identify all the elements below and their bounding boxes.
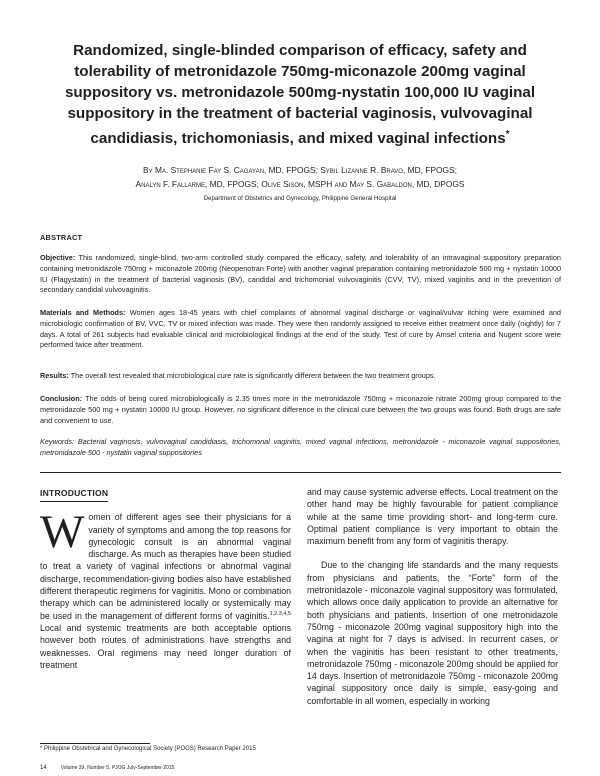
right-column — [307, 486, 558, 707]
abstract-objective — [40, 253, 561, 296]
author-line-2: Analyn F. Fallarme, MD, FPOGS; Olive Sison, MSPH and May S. Gabaldon, MD, DPOGS — [135, 178, 465, 189]
objective-label: Objective: — [40, 253, 76, 262]
abstract-methods — [40, 308, 561, 351]
page-footer — [40, 765, 560, 772]
abstract-results — [40, 371, 561, 382]
footnote-rule — [40, 743, 150, 744]
results-text: The overall test revealed that microbiological cure rate is significantly different between the two treatment groups. — [68, 371, 436, 380]
drop-cap: W — [40, 506, 85, 559]
keywords-text: Bacterial vaginosis, vulvovaginal candidiasis, trichomonal vaginitis, mixed vaginal infections, metronidazole - miconazole vaginal suppositories, metronidazole 500 - nystatin vaginal suppositories — [40, 437, 561, 457]
methods-label: Materials and Methods: — [40, 308, 126, 317]
paper-title-text: Randomized, single-blinded comparison of efficacy, safety and tolerability of metronidazole 750mg-miconazole 200mg vaginal suppository vs. metronidazole 500mg-nystatin 100,000 IU vaginal suppository in the treatment of bacterial vaginosis, vulvovaginal candidiasis, trichomoniasis, and mixed vaginal infections — [64, 42, 536, 148]
abstract-keywords — [40, 437, 561, 459]
author-list — [40, 164, 560, 191]
abstract-conclusion — [40, 394, 561, 426]
intro-p1-text-b: Local and systemic treatments are both acceptable options however both routes of administrations have strengths and weaknesses. Oral regimens may need longer duration of treatment — [40, 622, 291, 670]
author-line-1: By Ma. Stephanie Fay S. Cagayan, MD, FPOGS; Sybil Lizanne R. Bravo, MD, FPOGS; — [143, 165, 457, 175]
objective-text: This randomized, single-blind, two-arm controlled study compared the efficacy, safety, and tolerability of an intravaginal suppository preparation containing metronidazole 750mg + miconazole 200mg (Neopenotran Forte) with another vaginal preparation containing metronidazole 500 mg + nystatin 10000 IU (Flagystatin) in the treatment of bacterial vaginosis (BV), candidal and trichomonial vulvovaginitis (CVV, TV), mixed vaginitis and in the prevention of secondary candidal vulvovaginitis. — [40, 253, 561, 295]
conclusion-label: Conclusion: — [40, 394, 83, 403]
intro-p1-continued: and may cause systemic adverse effects. Local treatment on the other hand may be highly favourable for patient compliance while at the same time providing short- and long-term cure. Optimal patient compliance is very important to obtain the maximum benefit from any form of vaginitis therapy. — [307, 487, 558, 547]
footnote: * Philippine Obstetrical and Gynecological Society (POGS) Research Paper 2015 — [40, 746, 256, 752]
introduction-heading: INTRODUCTION — [40, 487, 108, 502]
section-divider — [40, 472, 561, 473]
methods-text: Women ages 18-45 years with chief complaints of abnormal vaginal discharge or vaginal/vulvar itching were examined and microbiologic confirmation of BV, VVC, TV or mixed infection was made. They were then randomly assigned to receive either treatment once daily (nightly) for 7 days. A total of 261 subjects had evaluable clinical and microbiological findings at the end of the study. Test of cure by Amsel criteria and Nugent score were performed twice after treatment. — [40, 308, 561, 350]
abstract-heading: ABSTRACT — [40, 233, 83, 242]
intro-p1-references: 1,2,3,4,5 — [269, 610, 291, 617]
title-footnote-mark: * — [505, 129, 510, 140]
conclusion-text: The odds of being cured microbiologically is 2.35 times more in the metronidazole 750mg + miconazole nitrate 200mg group compared to the metronidazole 500 mg + nystatin 10000 IU group. However, no significant difference in the clinical cure between the two groups was found. Both drugs are safe and convenient to use. — [40, 394, 561, 425]
keywords-label: Keywords: — [40, 437, 75, 446]
introduction-paragraph-1 — [40, 506, 291, 671]
left-column — [40, 487, 291, 671]
results-label: Results: — [40, 371, 69, 380]
intro-p1-text-a: omen of different ages see their physicians for a variety of symptoms and among the top reasons for gynecologic consult is an abnormal vaginal discharge. As much as therapies have been studied to treat a variety of vaginal infections or abnormal vaginal discharge, recommendation-giving bodies also have established different therapeutic regimens for vaginitis. Mono or combination therapy which can be administered locally or systemically may be used in the management of different forms of vaginitis. — [40, 512, 291, 621]
journal-info: Volume 39, Number 5, PJOG July-September 2015 — [60, 765, 175, 771]
affiliation: Department of Obstetrics and Gynecology, Philippine General Hospital — [203, 195, 397, 202]
paper-title — [48, 40, 552, 149]
introduction-paragraph-2: Due to the changing life standards and the many requests from physicians and patients, the “Forte” form of the metronidazole - miconazole vaginal suppository was formulated, which allows once daily application to provide an alternative for both physicians and patients. Insertion of one metronidazole 750mg - miconazole 200mg vaginal suppository high into the vagina at night for 7 days is advised. In recurrent cases, or when the vaginitis has been resistant to other treatments, metronidazole 750mg - miconazole 200mg should be applied for 14 days. Insertion of metronidazole 750mg - miconazole 200mg vaginal suppository once daily is simple, easy-going and comfortable in all women, especially in working — [307, 560, 558, 706]
page-number: 14 — [40, 765, 47, 771]
